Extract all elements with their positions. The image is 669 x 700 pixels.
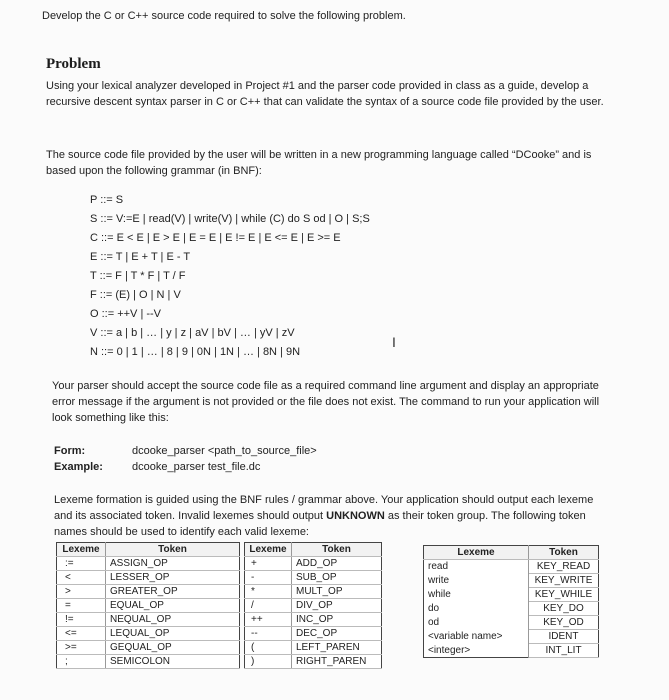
- token-cell: MULT_OP: [292, 585, 382, 599]
- token-header: Token: [529, 546, 599, 560]
- table-header-row: [57, 543, 240, 557]
- table-header-row: [245, 543, 382, 557]
- token-cell: RIGHT_PAREN: [292, 655, 382, 669]
- table-row: [424, 630, 599, 644]
- lexeme-cell: <integer>: [424, 644, 529, 658]
- token-cell: DIV_OP: [292, 599, 382, 613]
- grammar-rule-f: F ::= (E) | O | N | V: [90, 289, 181, 301]
- token-cell: NEQUAL_OP: [106, 613, 240, 627]
- table-row: [57, 613, 240, 627]
- arithmetic-token-table: [244, 542, 382, 669]
- table-row: [57, 641, 240, 655]
- lexeme-paragraph-before: Lexeme formation is guided using the BNF rules / grammar above. Your application should output each lexeme and its associated token. Invalid lexemes should output: [54, 494, 594, 522]
- lexeme-cell: --: [245, 627, 292, 641]
- lexeme-paragraph-after: as their token group. The following token names should be used to identify each valid lexeme:: [54, 510, 586, 538]
- grammar-rule-t: T ::= F | T * F | T / F: [90, 270, 186, 282]
- lexeme-cell: <variable name>: [424, 630, 529, 644]
- token-cell: IDENT: [529, 630, 599, 644]
- intro-text: Develop the C or C++ source code required to solve the following problem.: [42, 10, 406, 22]
- table-row: [245, 641, 382, 655]
- token-cell: KEY_WRITE: [529, 574, 599, 588]
- lexeme-cell: read: [424, 560, 529, 574]
- token-cell: LEFT_PAREN: [292, 641, 382, 655]
- table-row: [245, 599, 382, 613]
- grammar-rule-e: E ::= T | E + T | E - T: [90, 251, 191, 263]
- token-cell: EQUAL_OP: [106, 599, 240, 613]
- table-header-row: [424, 546, 599, 560]
- grammar-rule-s: S ::= V:=E | read(V) | write(V) | while (C) do S od | O | S;S: [90, 213, 370, 225]
- grammar-rule-v: V ::= a | b | … | y | z | aV | bV | … | yV | zV: [90, 327, 295, 339]
- lexeme-cell: do: [424, 602, 529, 616]
- lexeme-cell: :=: [57, 557, 106, 571]
- operator-token-table: [56, 542, 240, 669]
- token-cell: ASSIGN_OP: [106, 557, 240, 571]
- table-row: [57, 627, 240, 641]
- text-cursor-icon: I: [392, 334, 396, 350]
- token-cell: LEQUAL_OP: [106, 627, 240, 641]
- table-row: [245, 571, 382, 585]
- token-cell: LESSER_OP: [106, 571, 240, 585]
- lexeme-cell: (: [245, 641, 292, 655]
- table-row: [245, 655, 382, 669]
- lexeme-cell: /: [245, 599, 292, 613]
- token-cell: INT_LIT: [529, 644, 599, 658]
- lexeme-cell: <=: [57, 627, 106, 641]
- lexeme-cell: write: [424, 574, 529, 588]
- lexeme-paragraph: [54, 492, 614, 540]
- table-row: [424, 574, 599, 588]
- token-cell: DEC_OP: [292, 627, 382, 641]
- lexeme-cell: *: [245, 585, 292, 599]
- table-row: [57, 571, 240, 585]
- token-cell: SUB_OP: [292, 571, 382, 585]
- grammar-block: [90, 191, 370, 362]
- example-value: dcooke_parser test_file.dc: [132, 461, 261, 473]
- lexeme-cell: ): [245, 655, 292, 669]
- lexeme-cell: !=: [57, 613, 106, 627]
- lexeme-cell: =: [57, 599, 106, 613]
- token-cell: GEQUAL_OP: [106, 641, 240, 655]
- grammar-rule-o: O ::= ++V | --V: [90, 308, 162, 320]
- grammar-rule-c: C ::= E < E | E > E | E = E | E != E | E <= E | E >= E: [90, 232, 341, 244]
- problem-paragraph-2: The source code file provided by the user will be written in a new programming language called “DCooke” and is based upon the following grammar (in BNF):: [46, 149, 592, 177]
- example-label: Example:: [54, 461, 103, 473]
- table-row: [245, 585, 382, 599]
- lexeme-cell: <: [57, 571, 106, 585]
- table-row: [57, 655, 240, 669]
- token-cell: KEY_OD: [529, 616, 599, 630]
- table-row: [424, 644, 599, 658]
- table-row: [424, 588, 599, 602]
- form-label: Form:: [54, 445, 86, 457]
- table-row: [245, 613, 382, 627]
- token-cell: INC_OP: [292, 613, 382, 627]
- instructions-paragraph: Your parser should accept the source code file as a required command line argument and display an appropriate error message if the argument is not provided or the file does not exist. The command to run your application will look something like this:: [52, 380, 600, 424]
- token-cell: KEY_READ: [529, 560, 599, 574]
- lexeme-cell: od: [424, 616, 529, 630]
- lexeme-header: Lexeme: [57, 543, 106, 557]
- token-header: Token: [292, 543, 382, 557]
- token-cell: ADD_OP: [292, 557, 382, 571]
- lexeme-cell: -: [245, 571, 292, 585]
- table-row: [245, 627, 382, 641]
- token-header: Token: [106, 543, 240, 557]
- keyword-token-table: [423, 545, 599, 658]
- table-row: [57, 557, 240, 571]
- problem-heading: Problem: [46, 56, 101, 72]
- token-cell: KEY_WHILE: [529, 588, 599, 602]
- grammar-rule-n: N ::= 0 | 1 | … | 8 | 9 | 0N | 1N | … | 8N | 9N: [90, 346, 301, 358]
- lexeme-header: Lexeme: [245, 543, 292, 557]
- table-row: [424, 616, 599, 630]
- lexeme-cell: ;: [57, 655, 106, 669]
- lexeme-header: Lexeme: [424, 546, 529, 560]
- table-row: [57, 585, 240, 599]
- lexeme-cell: while: [424, 588, 529, 602]
- table-row: [245, 557, 382, 571]
- table-row: [424, 602, 599, 616]
- form-value: dcooke_parser <path_to_source_file>: [132, 445, 317, 457]
- token-cell: SEMICOLON: [106, 655, 240, 669]
- lexeme-cell: +: [245, 557, 292, 571]
- table-row: [424, 560, 599, 574]
- lexeme-cell: >: [57, 585, 106, 599]
- problem-paragraph-1: Using your lexical analyzer developed in Project #1 and the parser code provided in class as a guide, develop a recursive descent syntax parser in C or C++ that can validate the syntax of a source code file provided by the user.: [46, 80, 604, 108]
- unknown-keyword: UNKNOWN: [326, 510, 385, 522]
- lexeme-cell: >=: [57, 641, 106, 655]
- lexeme-cell: ++: [245, 613, 292, 627]
- grammar-rule-p: P ::= S: [90, 194, 124, 206]
- table-row: [57, 599, 240, 613]
- token-cell: GREATER_OP: [106, 585, 240, 599]
- token-cell: KEY_DO: [529, 602, 599, 616]
